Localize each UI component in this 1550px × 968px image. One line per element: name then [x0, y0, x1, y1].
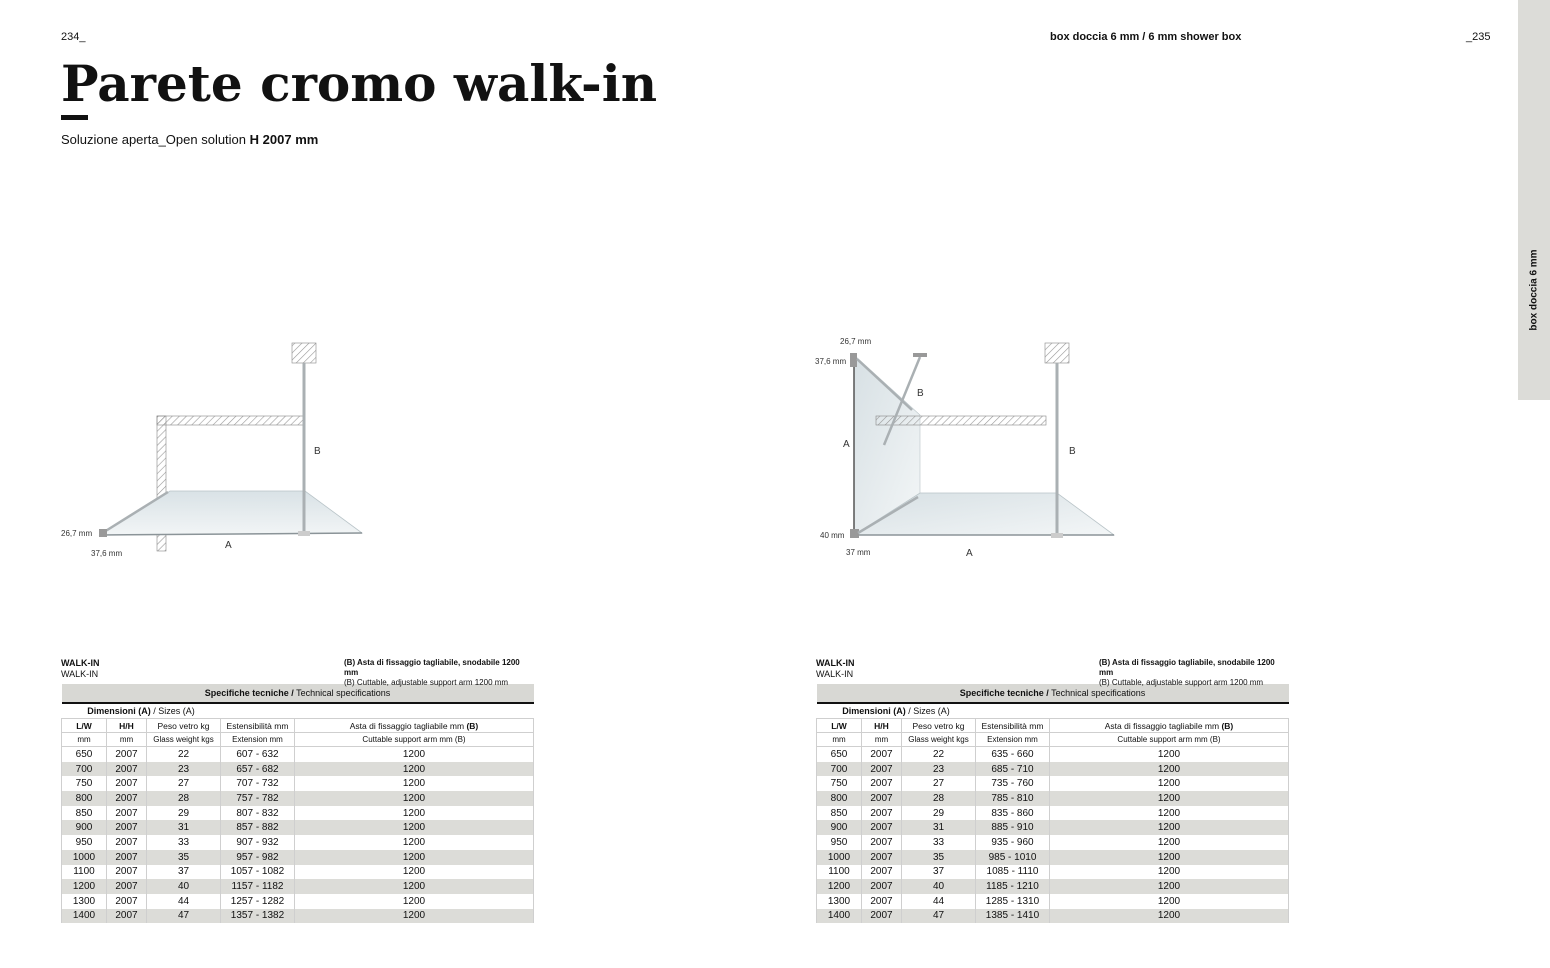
table-cell: 1057 - 1082 [221, 865, 295, 880]
wall-top [157, 416, 303, 425]
table-cell: 2007 [862, 791, 902, 806]
table-cell: 2007 [862, 835, 902, 850]
table-cell: 22 [147, 747, 221, 762]
table-cell: 2007 [107, 806, 147, 821]
table-cell: 2007 [107, 835, 147, 850]
rod-base [1051, 533, 1063, 538]
unit-row [817, 733, 1289, 747]
page-number-right: _235 [1466, 31, 1491, 43]
table-cell: 1300 [817, 894, 862, 909]
spec-heading-en: Technical specifications [1051, 688, 1146, 698]
table-cell: 850 [817, 806, 862, 821]
column-header-text: Asta di fissaggio tagliabile mm [349, 720, 465, 731]
table-cell: 950 [817, 835, 862, 850]
ceiling-block [292, 343, 316, 363]
label-b-rod: B [1069, 446, 1076, 457]
arm-mount [913, 353, 927, 357]
table-cell: 33 [147, 835, 221, 850]
table-cell: 635 - 660 [976, 747, 1050, 762]
table-cell: 2007 [107, 762, 147, 777]
dim-width: 37,6 mm [91, 549, 123, 558]
table-cell: 28 [902, 791, 976, 806]
table-cell: 1200 [1050, 776, 1289, 791]
table-row [62, 909, 534, 924]
column-header-row [817, 719, 1289, 733]
table-cell: 1285 - 1310 [976, 894, 1050, 909]
dimension-heading-row [62, 703, 534, 719]
table-cell: 685 - 710 [976, 762, 1050, 777]
unit-cell: Glass weight kgs [147, 733, 221, 747]
subtitle-text: Soluzione aperta_Open solution [61, 132, 247, 147]
table-cell: 2007 [107, 850, 147, 865]
column-header: H/H [862, 719, 902, 733]
column-header [295, 719, 534, 733]
table-cell: 33 [902, 835, 976, 850]
table-row [817, 850, 1289, 865]
bottom-clamp [850, 529, 859, 538]
label-a: A [225, 540, 232, 551]
wall-top [876, 416, 1046, 425]
table-cell: 44 [147, 894, 221, 909]
table-row [817, 776, 1289, 791]
table-cell: 1300 [62, 894, 107, 909]
table-cell: 757 - 782 [221, 791, 295, 806]
table-cell: 800 [817, 791, 862, 806]
dim-heading-it: Dimensioni (A) [842, 706, 906, 716]
table-cell: 22 [902, 747, 976, 762]
table-cell: 1400 [817, 909, 862, 924]
table-row [817, 909, 1289, 924]
table-row [62, 894, 534, 909]
table-row [62, 865, 534, 880]
table-cell: 1200 [1050, 909, 1289, 924]
table-cell: 850 [62, 806, 107, 821]
table-note [1099, 658, 1289, 688]
table-cell: 2007 [862, 879, 902, 894]
label-b-arm: B [917, 388, 924, 399]
spec-table-left [61, 656, 534, 923]
table-cell: 40 [902, 879, 976, 894]
table-cell: 27 [902, 776, 976, 791]
table-cell: 44 [902, 894, 976, 909]
table-cell: 1000 [62, 850, 107, 865]
table-cell: 950 [62, 835, 107, 850]
table-cell: 1400 [62, 909, 107, 924]
unit-cell: Cuttable support arm mm (B) [295, 733, 534, 747]
page-subtitle [61, 132, 318, 147]
table-cell: 1200 [1050, 806, 1289, 821]
label-a-floor: A [966, 548, 973, 559]
table-row [62, 835, 534, 850]
dimension-heading-row [817, 703, 1289, 719]
table-cell: 2007 [862, 747, 902, 762]
product-name-en: WALK-IN [816, 669, 854, 679]
top-clamp [850, 353, 857, 367]
table-cell: 857 - 882 [221, 820, 295, 835]
table-cell: 1200 [1050, 820, 1289, 835]
table-cell: 40 [147, 879, 221, 894]
dim-height: 26,7 mm [61, 529, 93, 538]
table-cell: 735 - 760 [976, 776, 1050, 791]
table-cell: 2007 [107, 894, 147, 909]
table-cell: 2007 [107, 865, 147, 880]
table-cell: 1200 [62, 879, 107, 894]
column-header: H/H [107, 719, 147, 733]
table-cell: 31 [902, 820, 976, 835]
diagram-left-svg [55, 335, 395, 575]
table-cell: 1157 - 1182 [221, 879, 295, 894]
table-cell: 2007 [862, 776, 902, 791]
unit-cell: mm [817, 733, 862, 747]
column-header: Peso vetro kg [147, 719, 221, 733]
column-header-text: Asta di fissaggio tagliabile mm [1104, 720, 1220, 731]
table-cell: 1385 - 1410 [976, 909, 1050, 924]
table-cell: 2007 [862, 820, 902, 835]
table-cell: 35 [147, 850, 221, 865]
dim-top-height: 37,6 mm [815, 357, 847, 366]
table-cell: 785 - 810 [976, 791, 1050, 806]
spec-heading-it: Specifiche tecniche / [204, 688, 294, 698]
column-header-b: (B) [466, 720, 479, 731]
unit-row [62, 733, 534, 747]
table-cell: 2007 [107, 791, 147, 806]
label-b: B [314, 446, 321, 457]
table-row [62, 850, 534, 865]
table-cell: 1200 [295, 747, 534, 762]
table-cell: 1200 [1050, 762, 1289, 777]
table-cell: 1200 [817, 879, 862, 894]
table-row [62, 776, 534, 791]
table-cell: 1200 [1050, 747, 1289, 762]
wall-clamp [99, 529, 107, 537]
table-cell: 27 [147, 776, 221, 791]
unit-cell: Extension mm [976, 733, 1050, 747]
page-title: Parete cromo walk-in [61, 54, 658, 113]
table-row [62, 820, 534, 835]
product-name [61, 658, 100, 680]
table-row [62, 791, 534, 806]
table-cell: 707 - 732 [221, 776, 295, 791]
diagram-right-svg [812, 335, 1152, 575]
spec-heading-it: Specifiche tecniche / [959, 688, 1049, 698]
note-it: (B) Asta di fissaggio tagliabile, snodabile 1200 mm [344, 658, 520, 677]
note-it: (B) Asta di fissaggio tagliabile, snodabile 1200 mm [1099, 658, 1275, 677]
table-cell: 1200 [1050, 791, 1289, 806]
table-cell: 657 - 682 [221, 762, 295, 777]
page-number-left: 234_ [61, 31, 86, 43]
table-cell: 900 [817, 820, 862, 835]
spec-heading-en: Technical specifications [296, 688, 391, 698]
column-header: L/W [62, 719, 107, 733]
table-cell: 2007 [862, 865, 902, 880]
table-row [62, 747, 534, 762]
table-cell: 2007 [107, 747, 147, 762]
table-header [816, 656, 1289, 687]
table-cell: 700 [62, 762, 107, 777]
table-cell: 1200 [295, 894, 534, 909]
table-cell: 1200 [295, 879, 534, 894]
table-row [817, 762, 1289, 777]
table-cell: 750 [62, 776, 107, 791]
table-cell: 907 - 932 [221, 835, 295, 850]
dim-heading-en: / Sizes (A) [153, 706, 195, 716]
table-cell: 1200 [295, 865, 534, 880]
table-cell: 29 [147, 806, 221, 821]
table-cell: 1357 - 1382 [221, 909, 295, 924]
table-cell: 1200 [295, 791, 534, 806]
table-cell: 2007 [862, 894, 902, 909]
table-cell: 985 - 1010 [976, 850, 1050, 865]
table-cell: 650 [62, 747, 107, 762]
product-name-it: WALK-IN [816, 658, 855, 668]
table-cell: 1200 [295, 762, 534, 777]
unit-cell: Cuttable support arm mm (B) [1050, 733, 1289, 747]
table-cell: 37 [147, 865, 221, 880]
table-cell: 1200 [295, 909, 534, 924]
table-cell: 1200 [295, 806, 534, 821]
table-cell: 1085 - 1110 [976, 865, 1050, 880]
table-cell: 935 - 960 [976, 835, 1050, 850]
table-row [817, 747, 1289, 762]
side-tab-label: box doccia 6 mm [1528, 249, 1540, 331]
table-cell: 807 - 832 [221, 806, 295, 821]
table-cell: 1200 [1050, 865, 1289, 880]
table-cell: 2007 [862, 850, 902, 865]
product-name-it: WALK-IN [61, 658, 100, 668]
table-cell: 1200 [1050, 894, 1289, 909]
column-header-b: (B) [1221, 720, 1234, 731]
table-row [817, 835, 1289, 850]
table-cell: 750 [817, 776, 862, 791]
dim-heading-it: Dimensioni (A) [87, 706, 151, 716]
column-header: Peso vetro kg [902, 719, 976, 733]
table-cell: 1200 [295, 820, 534, 835]
table-cell: 2007 [107, 820, 147, 835]
unit-cell: mm [107, 733, 147, 747]
label-a-vertical: A [843, 439, 850, 450]
table-row [62, 806, 534, 821]
table-cell: 607 - 632 [221, 747, 295, 762]
table-cell: 835 - 860 [976, 806, 1050, 821]
table-cell: 650 [817, 747, 862, 762]
note-en: (B) Cuttable, adjustable support arm 1200 mm [344, 678, 509, 687]
table-cell: 1200 [1050, 879, 1289, 894]
dim-bottom-width: 37 mm [846, 548, 871, 557]
rod-base [298, 531, 310, 536]
unit-cell: mm [862, 733, 902, 747]
product-name [816, 658, 855, 680]
table-row [62, 762, 534, 777]
column-header: L/W [817, 719, 862, 733]
unit-cell: Glass weight kgs [902, 733, 976, 747]
table-cell: 35 [902, 850, 976, 865]
table-cell: 2007 [107, 776, 147, 791]
note-en: (B) Cuttable, adjustable support arm 1200 mm [1099, 678, 1264, 687]
table-cell: 1000 [817, 850, 862, 865]
spec-table-right [816, 656, 1289, 923]
table-row [817, 894, 1289, 909]
table-cell: 37 [902, 865, 976, 880]
table-cell: 885 - 910 [976, 820, 1050, 835]
table-cell: 957 - 982 [221, 850, 295, 865]
product-name-en: WALK-IN [61, 669, 99, 679]
table-cell: 1200 [295, 850, 534, 865]
ceiling-block [1045, 343, 1069, 363]
diagram-right [812, 335, 1152, 575]
table-cell: 2007 [107, 909, 147, 924]
column-header: Estensibilità mm [976, 719, 1050, 733]
table-cell: 1185 - 1210 [976, 879, 1050, 894]
table-cell: 1200 [1050, 850, 1289, 865]
title-underline [61, 115, 88, 120]
table-row [817, 865, 1289, 880]
table-note [344, 658, 534, 688]
table-cell: 2007 [862, 762, 902, 777]
table-row [817, 791, 1289, 806]
spec-table [61, 684, 534, 923]
table-row [817, 806, 1289, 821]
table-cell: 900 [62, 820, 107, 835]
dim-heading-en: / Sizes (A) [908, 706, 950, 716]
table-cell: 23 [902, 762, 976, 777]
glass-panel [100, 491, 362, 535]
table-cell: 1100 [62, 865, 107, 880]
table-cell: 1200 [1050, 835, 1289, 850]
table-cell: 1200 [295, 835, 534, 850]
subtitle-height: H 2007 mm [249, 132, 319, 147]
dim-top-width: 26,7 mm [840, 337, 872, 346]
table-row [817, 879, 1289, 894]
column-header: Estensibilità mm [221, 719, 295, 733]
table-cell: 1100 [817, 865, 862, 880]
table-cell: 1257 - 1282 [221, 894, 295, 909]
unit-cell: Extension mm [221, 733, 295, 747]
table-cell: 2007 [107, 879, 147, 894]
table-cell: 23 [147, 762, 221, 777]
diagram-left [55, 335, 395, 575]
table-cell: 2007 [862, 806, 902, 821]
column-header [1050, 719, 1289, 733]
table-cell: 1200 [295, 776, 534, 791]
table-row [817, 820, 1289, 835]
table-cell: 28 [147, 791, 221, 806]
table-row [62, 879, 534, 894]
column-header-row [62, 719, 534, 733]
table-cell: 800 [62, 791, 107, 806]
table-cell: 2007 [862, 909, 902, 924]
spec-table [816, 684, 1289, 923]
table-cell: 47 [147, 909, 221, 924]
table-cell: 47 [902, 909, 976, 924]
side-tab [1518, 0, 1550, 400]
dim-bottom-height: 40 mm [820, 531, 845, 540]
section-title: box doccia 6 mm / 6 mm shower box [1050, 31, 1242, 43]
table-cell: 700 [817, 762, 862, 777]
table-cell: 29 [902, 806, 976, 821]
unit-cell: mm [62, 733, 107, 747]
table-cell: 31 [147, 820, 221, 835]
table-header [61, 656, 534, 687]
